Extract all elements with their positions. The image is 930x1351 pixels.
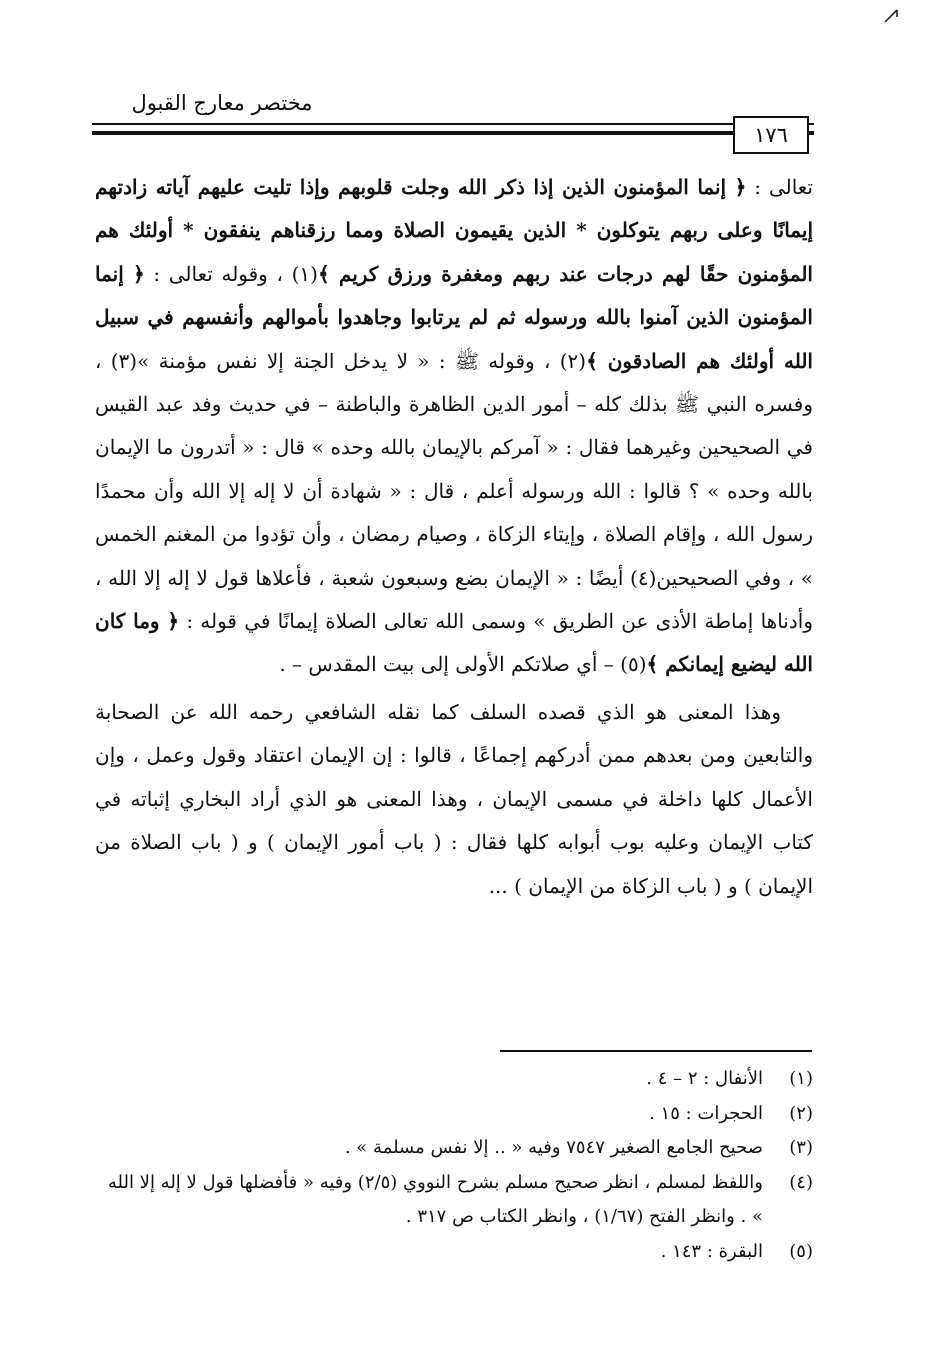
quran-quote-al-baqarah: ﴿ وما كان الله ليضيع إيمانكم ﴾ <box>95 609 813 677</box>
paragraph-1-segment-3: (١) ، وقوله تعالى : <box>144 261 318 286</box>
paragraph-1-segment-1: تعالى : <box>746 175 813 199</box>
footnote-2 <box>95 1097 813 1132</box>
footnote-number: (٤) <box>789 1171 813 1193</box>
page-number: ١٧٦ <box>733 116 809 154</box>
paragraph-1-segment-5: (٢) ، وقوله ﷺ : « لا يدخل الجنة إلا نفس مؤمنة »(٣) ، وفسره النبي ﷺ بذلك كله – أمور الدين الظاهرة والباطنة – في حديث وفد عبد القيس في الصحيحين وغيرهما فقال : « آمركم بالإيمان بالله وحده » قال : « أتدرون ما الإيمان بالله وحده » ؟ قالوا : الله ورسوله أعلم ، قال : « شهادة أن لا إله إلا الله وأن محمدًا رسول الله ، وإقام الصلاة ، وإيتاء الزكاة ، وصيام رمضان ، وأن تؤدوا من المغنم الخمس » ، وفي الصحيحين(٤) أيضًا : « الإيمان بضع وسبعون شعبة ، فأعلاها قول لا إله إلا الله ، وأدناها إماطة الأذى عن الطريق » وسمى الله تعالى الصلاة إيمانًا في قوله : <box>95 348 813 634</box>
footnote-text: البقرة : ١٤٣ . <box>660 1240 763 1262</box>
quran-quote-al-hujurat: ﴿ إنما المؤمنون الذين آمنوا بالله ورسوله ثم لم يرتابوا وجاهدوا بأموالهم وأنفسهم في سبيل الله أولئك هم الصادقون ﴾ <box>95 261 813 373</box>
quran-quote-al-anfal: ﴿ إنما المؤمنون الذين إذا ذكر الله وجلت قلوبهم وإذا تليت عليهم آياته زادتهم إيمانًا وعلى ربهم يتوكلون * الذين يقيمون الصلاة ومما رزقناهم ينفقون * أولئك هم المؤمنون حقًا لهم درجات عند ربهم ومغفرة ورزق كريم ﴾ <box>95 175 813 286</box>
footnote-3 <box>95 1131 813 1166</box>
paragraph-2 <box>95 691 813 908</box>
header-rule-thick <box>92 131 814 135</box>
paragraph-1-segment-7: (٥) – أي صلاتكم الأولى إلى بيت المقدس – . <box>279 652 647 677</box>
footnote-1 <box>95 1062 813 1097</box>
paragraph-2-segment-1: وهذا المعنى هو الذي قصده السلف كما نقله الشافعي رحمه الله عن الصحابة والتابعين ومن بعدهم ممن أدركهم إجماعًا ، قالوا : إن الإيمان اعتقاد وقول وعمل ، وإن الأعمال كلها داخلة في مسمى الإيمان ، وهذا المعنى هو الذي أراد البخاري إثباته في كتاب الإيمان وعليه بوب أبوابه كلها فقال : ( باب أمور الإيمان ) و ( باب الصلاة من الإيمان ) و ( باب الزكاة من الإيمان ) ... <box>95 699 813 898</box>
header-rule-thin <box>92 123 814 125</box>
footnote-number: (٢) <box>789 1102 813 1124</box>
footnote-5 <box>95 1235 813 1270</box>
footnote-number: (١) <box>789 1068 813 1089</box>
paragraph-1 <box>95 166 813 687</box>
main-text <box>95 166 813 908</box>
footnote-4 <box>95 1166 813 1235</box>
footnote-text: الحجرات : ١٥ . <box>649 1102 763 1124</box>
footnote-text: الأنفال : ٢ – ٤ . <box>646 1068 763 1089</box>
running-head: مختصر معارج القبول <box>131 91 313 115</box>
footnote-text: واللفظ لمسلم ، انظر صحيح مسلم بشرح النووي (٢/٥) وفيه « فأفضلها قول لا إله إلا الله » . وانظر الفتح (١/٦٧) ، وانظر الكتاب ص ٣١٧ . <box>107 1171 763 1228</box>
footnotes <box>95 1062 813 1270</box>
footnote-number: (٥) <box>789 1240 813 1262</box>
footnote-number: (٣) <box>789 1137 813 1159</box>
footnote-text: صحيح الجامع الصغير ٧٥٤٧ وفيه « .. إلا نفس مسلمة » . <box>344 1137 763 1159</box>
footnote-separator <box>500 1050 812 1052</box>
corner-tick-mark <box>883 8 899 24</box>
